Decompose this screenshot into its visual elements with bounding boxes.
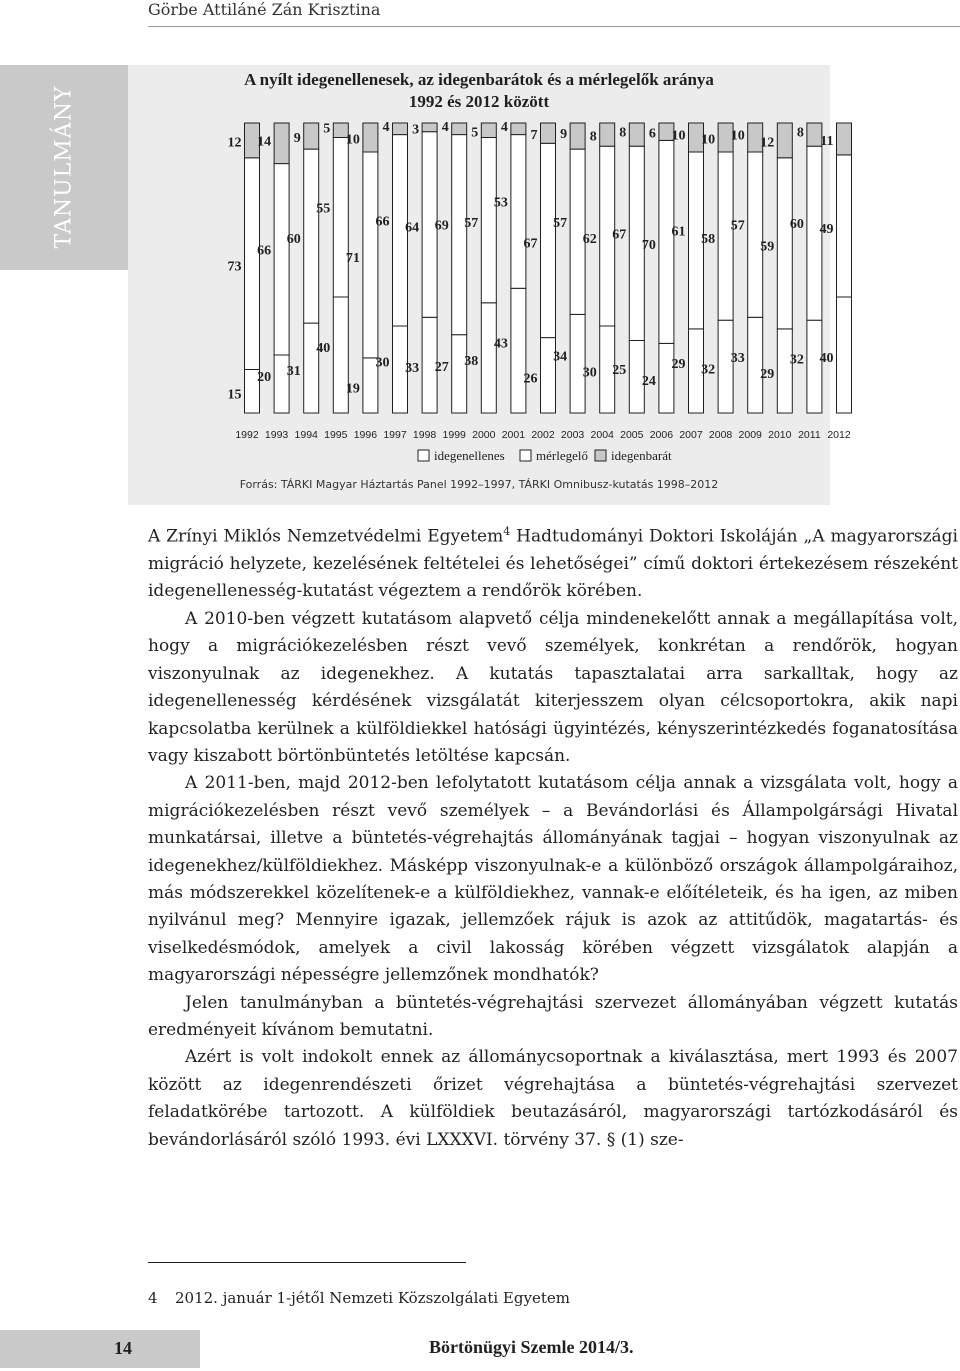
data-label: 9: [560, 127, 568, 143]
data-label: 33: [405, 361, 420, 377]
x-tick-label: 1998: [412, 429, 437, 441]
stacked-bar-chart: [128, 65, 851, 475]
data-label: 62: [582, 232, 597, 248]
x-tick-label: 2002: [531, 429, 555, 441]
x-tick-label: 2011: [798, 429, 821, 441]
bar-idegenbarát-2012: [837, 123, 852, 155]
bar-idegenellenes-2009: [748, 317, 763, 413]
running-head-author: Görbe Attiláné Zán Krisztina: [148, 0, 381, 19]
bar-mérlegelő-2000: [481, 138, 496, 303]
bar-idegenbarát-1999: [452, 123, 467, 135]
data-label: 64: [405, 220, 420, 236]
bar-idegenbarát-2002: [541, 123, 556, 143]
bar-idegenellenes-2011: [807, 320, 822, 413]
data-label: 24: [641, 374, 656, 390]
data-label: 40: [819, 351, 834, 366]
x-tick-label: 2012: [827, 429, 851, 441]
journal-title: Börtönügyi Szemle 2014/3.: [429, 1337, 634, 1357]
chart-title: A nyílt idegenellenesek, az idegenbarátok és a mérlegelők aránya: [244, 70, 714, 89]
x-tick-label: 2007: [679, 429, 703, 441]
data-label: 40: [316, 341, 331, 356]
bar-mérlegelő-2002: [541, 143, 556, 337]
data-label: 69: [434, 218, 449, 234]
data-label: 70: [641, 237, 656, 253]
paragraph: Azért is volt indokolt ennek az állománycsoportnak a kiválasztása, mert 1993 és 2007 között az idegenrendészeti őrizet végrehajtása a büntetés-végrehajtási szervezet feladatkörébe tartozott. A külföldiek beutazásáról, magyarországi tartózkodásáról és bevándorlásáról szóló 1993. évi LXXXVI. törvény 37. § (1) sze-: [148, 1047, 958, 1150]
paragraph: A Zrínyi Miklós Nemzetvédelmi Egyetem$^4$ Hadtudományi Doktori Iskoláján „A magyarországi migráció helyzete, kezelésének feltételei és lehetőségei” című doktori értekezésem részeként idegenellenesség-kutatást végeztem a rendőrök körében.: [148, 525, 958, 602]
bar-idegenbarát-2001: [511, 123, 526, 135]
legend-label: idegenellenes: [434, 448, 505, 463]
bar-mérlegelő-2008: [718, 152, 733, 320]
x-tick-label: 2000: [472, 429, 496, 441]
data-label: 3: [412, 122, 420, 138]
bar-idegenellenes-2006: [659, 343, 674, 413]
x-tick-label: 2006: [649, 429, 674, 441]
bar-mérlegelő-2010: [777, 158, 792, 329]
bar-idegenellenes-2001: [511, 288, 526, 413]
data-label: 66: [375, 214, 390, 230]
section-tab: [0, 65, 128, 270]
data-label: 10: [730, 128, 745, 144]
data-label: 30: [375, 355, 390, 371]
x-tick-label: 1994: [294, 429, 318, 441]
data-label: 38: [464, 353, 479, 369]
data-label: 58: [701, 232, 716, 248]
data-label: 6: [648, 126, 656, 142]
data-label: 43: [493, 336, 508, 352]
bar-idegenbarát-2000: [481, 123, 496, 138]
data-label: 9: [293, 131, 301, 147]
page-number: 14: [114, 1338, 132, 1358]
bar-idegenellenes-2012: [837, 297, 852, 413]
data-label: 60: [286, 232, 301, 248]
data-label: 25: [612, 362, 627, 378]
footnote-ref[interactable]: 4: [503, 525, 511, 538]
bar-mérlegelő-1999: [452, 135, 467, 335]
bar-idegenellenes-2008: [718, 320, 733, 413]
bar-idegenellenes-2010: [777, 329, 792, 413]
data-label: 27: [434, 359, 449, 375]
footnote: [148, 1289, 570, 1307]
bar-mérlegelő-1994: [304, 149, 319, 323]
data-label: 67: [612, 227, 627, 243]
data-label: 8: [619, 125, 627, 141]
data-label: 12: [227, 135, 242, 151]
x-tick-label: 2001: [501, 429, 526, 441]
data-label: 53: [493, 195, 508, 211]
data-label: 66: [257, 243, 272, 259]
bar-idegenbarát-1998: [422, 123, 437, 132]
paragraph: A 2010-ben végzett kutatásom alapvető célja mindenekelőtt annak a megállapítása volt, hogy a migrációkezelésben részt vevő személyek, konkrétan a rendőrök, hogyan viszonyulnak az idegenekhez. A kutatás tapasztalatai arra sarkalltak, hogy az idegenellenesség kérdésének vizsgálatát kiterjesszem olyan célcsoportokra, akik napi kapcsolatba kerülnek a külföldiekkel hatósági ügyintézés, kényszerintézkedés foganatosítása vagy kiszabott börtönbüntetés letöltése kapcsán.: [148, 608, 958, 766]
data-label: 32: [789, 352, 804, 368]
data-label: 34: [553, 349, 568, 365]
footnote-rule: [148, 1262, 466, 1263]
data-label: 61: [671, 224, 686, 240]
bar-idegenbarát-1993: [274, 123, 289, 164]
data-label: 30: [582, 365, 597, 381]
data-label: 8: [589, 129, 597, 145]
x-tick-label: 1992: [235, 429, 259, 441]
bar-idegenbarát-2005: [629, 123, 644, 146]
data-label: 57: [553, 215, 568, 231]
bar-idegenellenes-1994: [304, 323, 319, 413]
bar-mérlegelő-2001: [511, 135, 526, 289]
bar-mérlegelő-1995: [333, 138, 348, 298]
x-tick-label: 2005: [620, 429, 644, 441]
data-label: 12: [760, 135, 775, 151]
data-label: 10: [671, 128, 686, 144]
chart-subtitle: 1992 és 2012 között: [408, 92, 550, 111]
section-tab-label: TANULMÁNY: [51, 85, 77, 249]
data-label: 10: [345, 132, 360, 148]
paragraph: A 2011-ben, majd 2012-ben lefolytatott kutatásom célja annak a vizsgálata volt, hogy a migrációkezelésben részt vevő személyek – a Bevándorlási és Állampolgársági Hivatal munkatársai, illetve a büntetés-végrehajtás állományának tagjai – hogyan viszonyulnak az idegenekhez/külföldiekhez. Másképp viszonyulnak-e a különböző országok állampolgáraihoz, más módszerekkel közelítenek-e a külföldiekhez, vannak-e előítéleteik, és ha igen, az miben nyilvánul meg? Mennyire igazak, jellemzőek rájuk is azok az attitűdök, magatartás- és viselkedésmódok, amelyek a civil lakosság körében végzett vizsgálatok alapján a magyarországi népességre jellemzőnek mondhatók?: [148, 773, 958, 986]
data-label: 7: [530, 128, 538, 144]
legend-swatch-mérlegelő: [520, 450, 531, 461]
data-label: 67: [523, 236, 538, 252]
data-label: 10: [701, 132, 716, 148]
bar-idegenbarát-1996: [363, 123, 378, 152]
bar-mérlegelő-2009: [748, 152, 763, 317]
bar-idegenbarát-1997: [393, 123, 408, 135]
x-tick-label: 2008: [708, 429, 733, 441]
legend-swatch-idegenbarát: [595, 450, 606, 461]
data-label: 49: [819, 221, 834, 237]
x-tick-label: 1999: [442, 429, 466, 441]
bar-mérlegelő-1993: [274, 164, 289, 355]
bar-idegenbarát-1994: [304, 123, 319, 149]
data-label: 71: [345, 250, 360, 266]
x-tick-label: 2009: [738, 429, 762, 441]
data-label: 33: [730, 351, 745, 367]
data-label: 11: [820, 133, 834, 149]
data-label: 26: [523, 371, 538, 387]
bar-mérlegelő-1992: [245, 158, 260, 370]
legend-label: mérlegelő: [536, 448, 588, 463]
bar-mérlegelő-2012: [837, 155, 852, 297]
legend-label: idegenbarát: [611, 448, 672, 463]
bar-mérlegelő-2006: [659, 140, 674, 343]
data-label: 19: [345, 381, 360, 397]
data-label: 57: [464, 216, 479, 232]
data-label: 5: [323, 121, 331, 137]
data-label: 5: [471, 125, 479, 141]
bar-idegenellenes-2000: [481, 303, 496, 413]
data-label: 60: [789, 217, 804, 233]
x-tick-label: 2010: [768, 429, 792, 441]
x-tick-label: 1997: [383, 429, 407, 441]
data-label: 29: [671, 356, 686, 372]
header-rule: [148, 26, 960, 27]
data-label: 55: [316, 201, 331, 217]
data-label: 57: [730, 218, 745, 234]
bar-idegenbarát-2003: [570, 123, 585, 149]
data-label: 32: [701, 362, 716, 378]
x-tick-label: 1996: [353, 429, 378, 441]
data-label: 4: [382, 119, 390, 135]
legend-swatch-idegenellenes: [418, 450, 429, 461]
bar-idegenellenes-1999: [452, 335, 467, 413]
bar-idegenbarát-2004: [600, 123, 615, 146]
data-label: 20: [257, 370, 272, 385]
data-label: 31: [286, 364, 301, 380]
footnote-number: 4: [148, 1289, 158, 1307]
page-number-box: [0, 1330, 200, 1368]
x-tick-label: 2003: [560, 429, 585, 441]
bar-idegenellenes-2003: [570, 314, 585, 413]
chart-source: Forrás: TÁRKI Magyar Háztartás Panel 1992–1997, TÁRKI Omnibusz-kutatás 1998–2012: [239, 478, 719, 491]
data-label: 8: [796, 125, 804, 141]
data-label: 59: [760, 239, 775, 255]
x-tick-label: 2004: [590, 429, 614, 441]
data-label: 29: [760, 366, 775, 382]
data-label: 14: [257, 134, 272, 150]
bar-idegenbarát-2010: [777, 123, 792, 158]
data-label: 4: [500, 119, 508, 135]
paragraph: Jelen tanulmányban a büntetés-végrehajtási szervezet állományában végzett kutatás eredményeit kívánom bemutatni.: [148, 992, 958, 1040]
footnote-text: 2012. január 1-jétől Nemzeti Közszolgálati Egyetem: [175, 1289, 570, 1307]
data-label: 15: [227, 387, 242, 403]
data-label: 4: [441, 119, 449, 135]
x-tick-label: 1993: [264, 429, 289, 441]
data-label: 73: [227, 259, 242, 275]
bar-mérlegelő-1996: [363, 152, 378, 358]
x-tick-label: 1995: [324, 429, 348, 441]
article-body: [148, 518, 958, 1154]
